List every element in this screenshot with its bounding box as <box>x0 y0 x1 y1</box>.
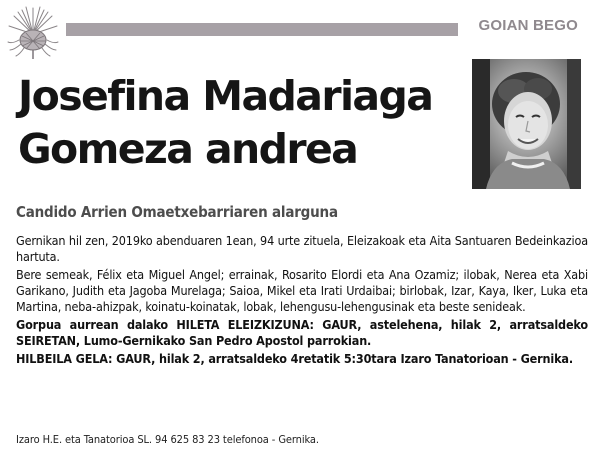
thistle-icon <box>4 4 62 60</box>
subtitle-widow-of: Candido Arrien Omaetxebarriaren alarguna <box>16 203 338 221</box>
header-bar <box>66 23 458 36</box>
funeral-paragraph: Gorpua aurrean dalako HILETA ELEIZKIZUNA: GAUR, astelehena, hilak 2, arratsaldeko SEIRETAN, Lumo-Gernikako San Pedro Apostol parrokian. <box>16 317 588 348</box>
section-label: GOIAN BEGO <box>478 17 578 34</box>
portrait-photo <box>472 59 581 189</box>
footer-contact: Izaro H.E. eta Tanatorioa SL. 94 625 83 23 telefonoa - Gernika. <box>16 433 319 446</box>
obituary-body <box>16 233 588 369</box>
death-notice-paragraph: Gernikan hil zen, 2019ko abenduaren 1ean, 94 urte zituela, Eleizakoak eta Aita Santuaren Bedeinkazioa hartuta. <box>16 233 588 264</box>
deceased-name <box>18 70 458 176</box>
family-paragraph: Bere semeak, Félix eta Miguel Angel; errainak, Rosarito Elordi eta Ana Ozamiz; ilobak, Nerea eta Xabi Garikano, Judith eta Jagoba Murelaga; Saioa, Mikel eta Irati Urdaibai; birlobak, Izar, Kaya, Iker, Luka eta Martina, neba-ahizpak, koinatu-koinatak, lobak, lehengusu-lehengusinak eta beste senideak. <box>16 267 588 314</box>
name-line-2: Gomeza andrea <box>18 125 358 173</box>
wake-paragraph: HILBEILA GELA: GAUR, hilak 2, arratsaldeko 4retatik 5:30tara Izaro Tanatorioan - Gernika. <box>16 351 573 366</box>
name-line-1: Josefina Madariaga <box>18 72 433 120</box>
